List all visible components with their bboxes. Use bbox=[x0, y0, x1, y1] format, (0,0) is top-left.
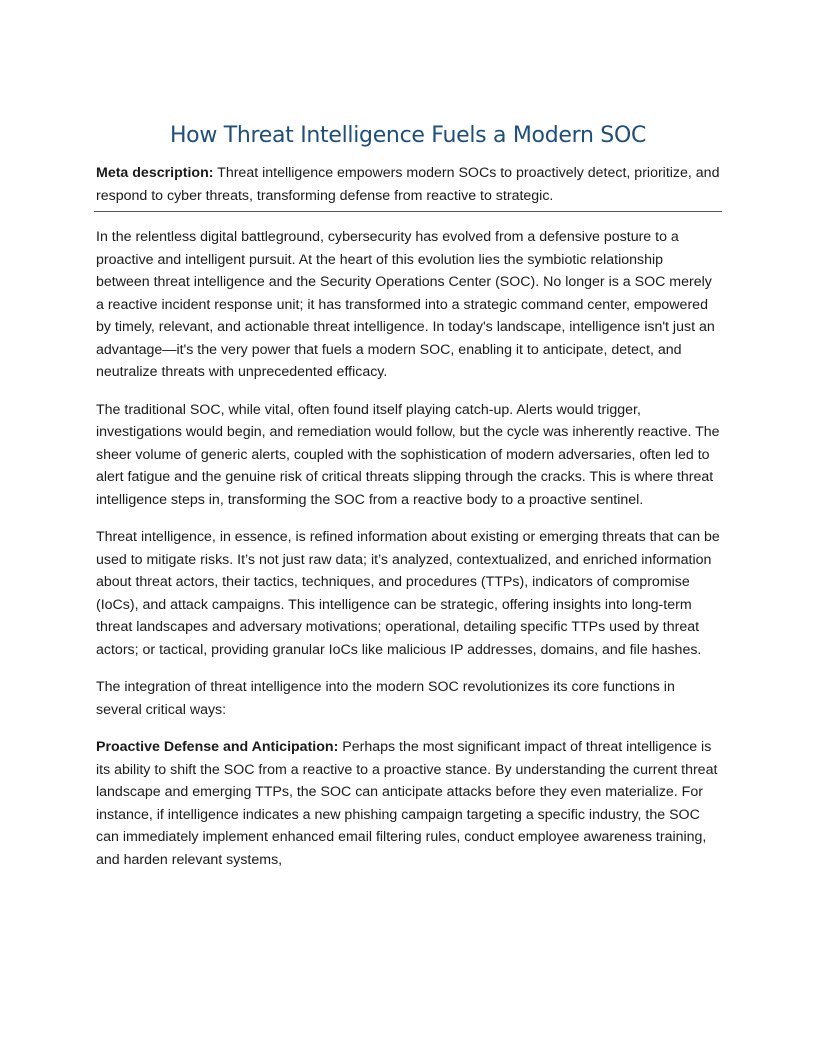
paragraph-threat-intelligence-definition: Threat intelligence, in essence, is refined information about existing or emerging threats that can be used to mitigate risks. It’s not just raw data; it’s analyzed, contextualized, and enriched information about threat actors, their tactics, techniques, and procedures (TTPs), indicators of compromise (IoCs), and attack campaigns. This intelligence can be strategic, offering insights into long-term threat landscapes and adversary motivations; operational, detailing specific TTPs used by threat actors; or tactical, providing granular IoCs like malicious IP addresses, domains, and file hashes. bbox=[96, 529, 720, 658]
divider bbox=[94, 211, 722, 212]
paragraph-traditional-soc: The traditional SOC, while vital, often found itself playing catch-up. Alerts would trigger, investigations would begin, and remediation would follow, but the cycle was inherently reactive. The sheer volume of generic alerts, coupled with the sophistication of modern adversaries, often led to alert fatigue and the genuine risk of critical threats slipping through the cracks. This is where threat intelligence steps in, transforming the SOC from a reactive body to a proactive sentinel. bbox=[96, 401, 720, 508]
paragraph-integration: The integration of threat intelligence into the modern SOC revolutionizes its core functions in several critical ways: bbox=[96, 679, 675, 718]
meta-description-text: Threat intelligence empowers modern SOCs to proactively detect, prioritize, and respond to cyber threats, transforming defense from reactive to strategic. bbox=[96, 165, 720, 204]
section-text: Perhaps the most significant impact of threat intelligence is its ability to shift the SOC from a reactive to a proactive stance. By understanding the current threat landscape and emerging TTPs, the SOC can anticipate attacks before they even materialize. For instance, if intelligence indicates a new phishing campaign targeting a specific industry, the SOC can immediately implement enhanced email filtering rules, conduct employee awareness training, and harden relevant systems, bbox=[96, 739, 718, 868]
section-proactive-defense bbox=[96, 736, 720, 871]
section-lead: Proactive Defense and Anticipation: bbox=[96, 739, 339, 755]
meta-description-label: Meta description: bbox=[96, 165, 214, 181]
document-title: How Threat Intelligence Fuels a Modern SOC bbox=[169, 123, 647, 148]
meta-description bbox=[96, 162, 720, 207]
paragraph-intro: In the relentless digital battleground, cybersecurity has evolved from a defensive posture to a proactive and intelligent pursuit. At the heart of this evolution lies the symbiotic relationship between threat intelligence and the Security Operations Center (SOC). No longer is a SOC merely a reactive incident response unit; it has transformed into a strategic command center, empowered by timely, relevant, and actionable threat intelligence. In today's landscape, intelligence isn't just an advantage—it's the very power that fuels a modern SOC, enabling it to anticipate, detect, and neutralize threats with unprecedented efficacy. bbox=[96, 229, 715, 380]
document-body bbox=[96, 118, 720, 871]
